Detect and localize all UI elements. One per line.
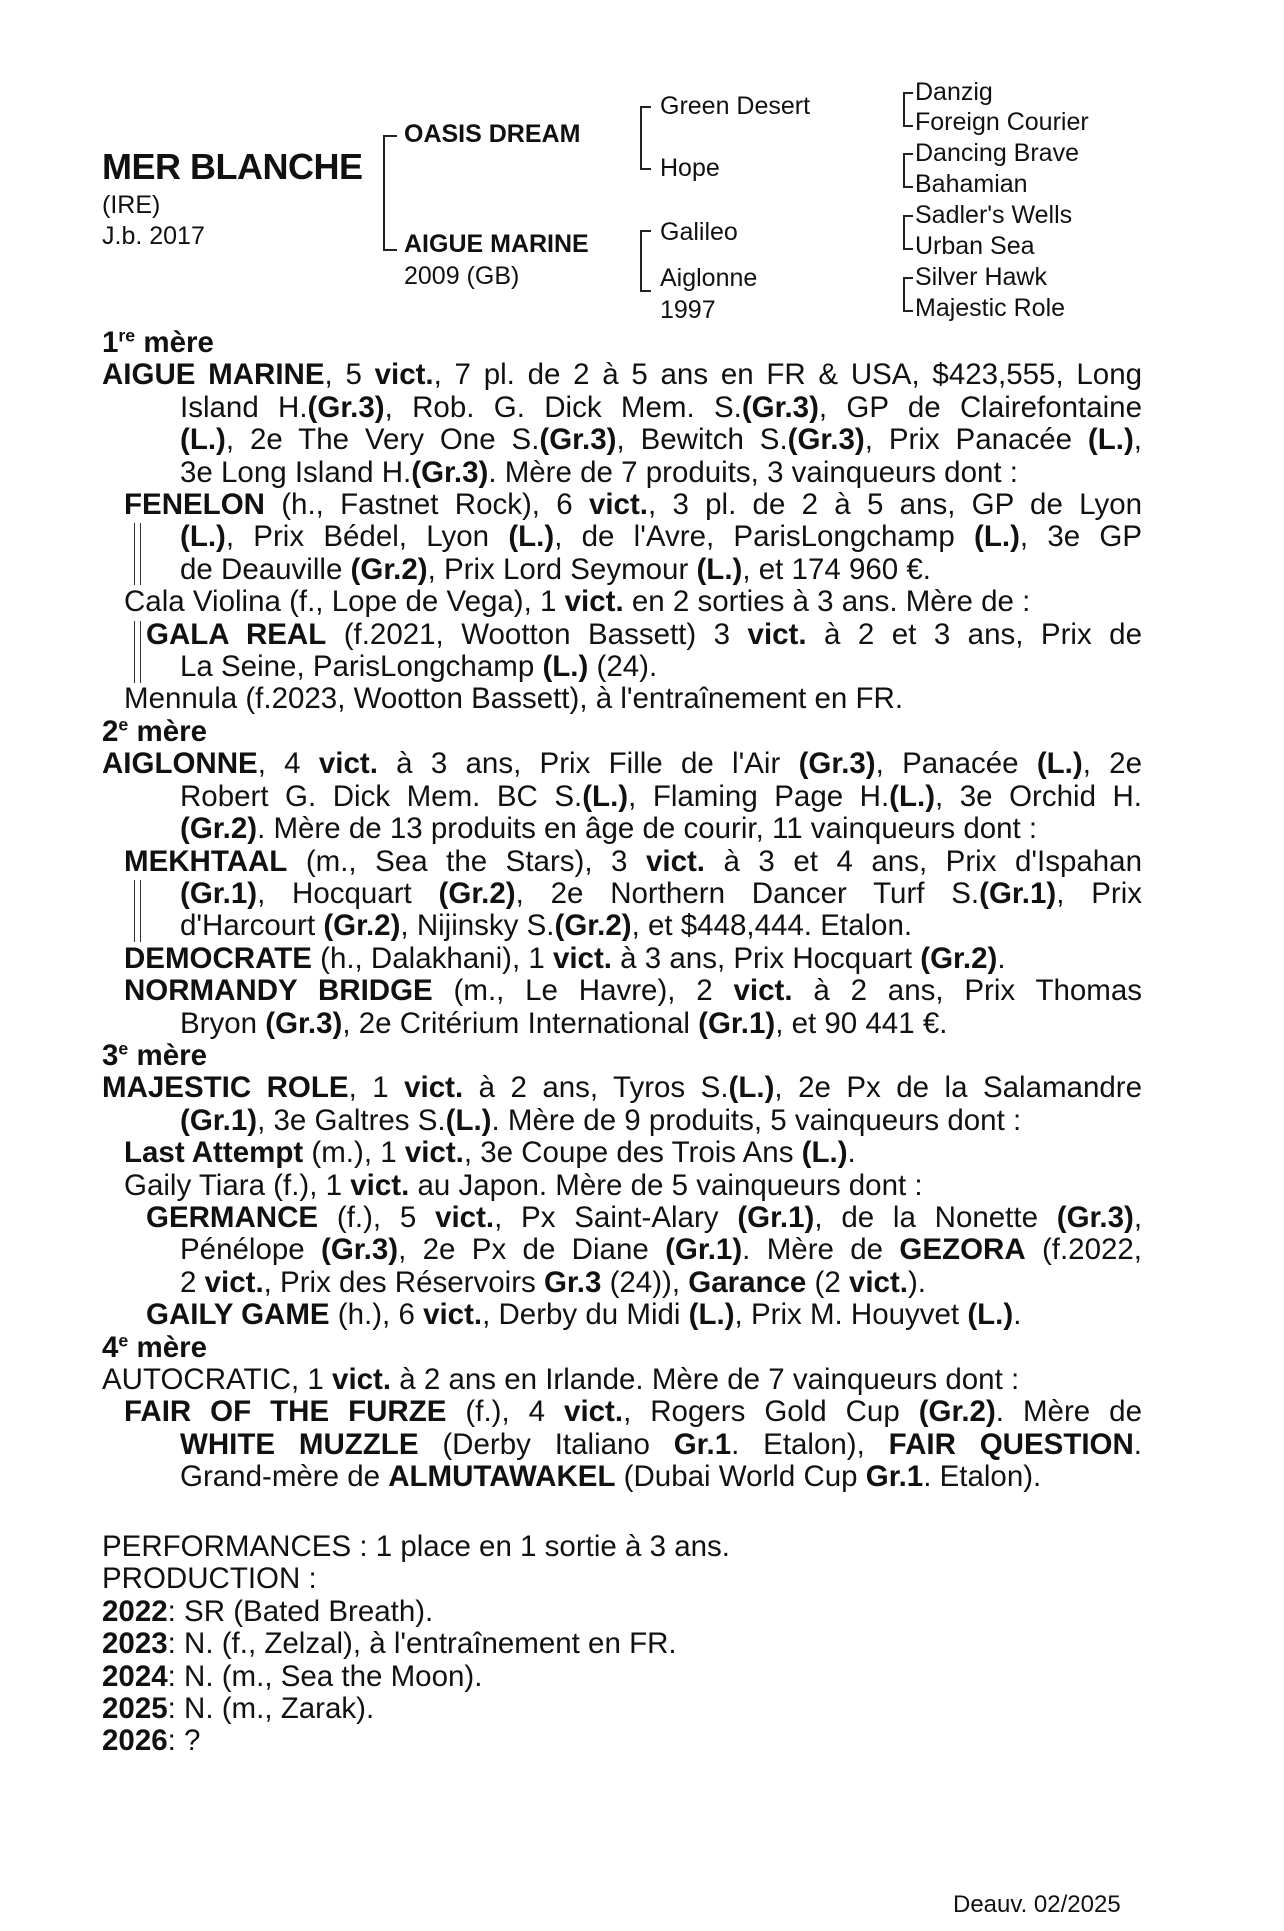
- horse-name: MER BLANCHE: [102, 146, 363, 187]
- performances-text: PERFORMANCES : 1 place en 1 sortie à 3 ans.: [102, 1530, 730, 1563]
- sire-sire: Green Desert: [660, 92, 811, 120]
- sire-dam: Hope: [660, 154, 720, 182]
- entry-mekhtaal: MEKHTAAL (m., Sea the Stars), 3 vict. à 3 et 4 ans, Prix d'Ispahan: [124, 844, 1142, 878]
- entry-aiglonne: AIGLONNE, 4 vict. à 3 ans, Prix Fille de l'Air (Gr.3), Panacée (L.), 2e: [102, 747, 1142, 781]
- production-row: 2024: N. (m., Sea the Moon).: [102, 1659, 483, 1693]
- gg-7: Silver Hawk: [915, 263, 1047, 291]
- horse-origin: (IRE): [102, 191, 161, 219]
- entry-autocratic: AUTOCRATIC, 1 vict. à 2 ans en Irlande. Mère de 7 vainqueurs dont :: [102, 1363, 1020, 1396]
- gg-1: Danzig: [915, 78, 993, 106]
- section-title-4: 4e mère: [102, 1329, 207, 1364]
- footer-reference: Deauv. 02/2025: [953, 1891, 1121, 1918]
- text-line: (L.), Prix Bédel, Lyon (L.), de l'Avre, ParisLongchamp (L.), 3e GP: [102, 521, 1142, 553]
- gg-6: Urban Sea: [915, 232, 1035, 260]
- entry-gaily-tiara: Gaily Tiara (f.), 1 vict. au Japon. Mère de 5 vainqueurs dont :: [124, 1168, 923, 1202]
- text-line: (Gr.2). Mère de 13 produits en âge de courir, 11 vainqueurs dont :: [180, 812, 1038, 846]
- sire-bracket: [640, 106, 651, 170]
- text-line: Island H.(Gr.3), Rob. G. Dick Mem. S.(Gr.3), GP de Clairefontaine: [180, 390, 1142, 424]
- horse-info: J.b. 2017: [102, 222, 205, 250]
- text-line: 2 vict., Prix des Réservoirs Gr.3 (24)), Garance (2 vict.).: [180, 1265, 927, 1299]
- dam-sire: Galileo: [660, 218, 738, 246]
- text-line: Bryon (Gr.3), 2e Critérium International (Gr.1), et 90 441 €.: [180, 1006, 948, 1040]
- entry-majestic-role: MAJESTIC ROLE, 1 vict. à 2 ans, Tyros S.(L.), 2e Px de la Salamandre: [102, 1071, 1143, 1105]
- gg-5: Sadler's Wells: [915, 201, 1073, 229]
- text-line: d'Harcourt (Gr.2), Nijinsky S.(Gr.2), et $448,444. Etalon.: [180, 909, 913, 943]
- text-line: WHITE MUZZLE (Derby Italiano Gr.1. Etalon), FAIR QUESTION.: [180, 1427, 1142, 1461]
- production-label: PRODUCTION :: [102, 1562, 317, 1596]
- entry-last-attempt: Last Attempt (m.), 1 vict., 3e Coupe des Trois Ans (L.).: [124, 1136, 856, 1170]
- entry-gaily-game: GAILY GAME (h.), 6 vict., Derby du Midi (L.), Prix M. Houyvet (L.).: [146, 1298, 1022, 1332]
- production-row: 2026: ?: [102, 1724, 201, 1758]
- dam-line-body: [102, 327, 1142, 1494]
- gg-4: Bahamian: [915, 170, 1028, 198]
- entry-gala-real: GALA REAL (f.2021, Wootton Bassett) 3 vict. à 2 et 3 ans, Prix de: [102, 619, 1142, 651]
- text-line: Grand-mère de ALMUTAWAKEL (Dubai World Cup Gr.1. Etalon).: [180, 1460, 1042, 1494]
- pedigree-bracket: [383, 135, 397, 251]
- gg-bracket-1: [903, 92, 913, 127]
- dam-name: AIGUE MARINE: [404, 230, 589, 258]
- entry-mennula: Mennula (f.2023, Wootton Bassett), à l'entraînement en FR.: [124, 682, 904, 716]
- text-line: Pénélope (Gr.3), 2e Px de Diane (Gr.1). Mère de GEZORA (f.2022,: [180, 1233, 1143, 1267]
- dam-dam: Aiglonne: [660, 264, 758, 292]
- entry-normandy-bridge: NORMANDY BRIDGE (m., Le Havre), 2 vict. à 2 ans, Prix Thomas: [124, 974, 1143, 1008]
- text-line: (Gr.1), 3e Galtres S.(L.). Mère de 9 produits, 5 vainqueurs dont :: [180, 1103, 1022, 1137]
- section-title-2: 2e mère: [102, 714, 207, 748]
- gg-bracket-3: [903, 215, 913, 250]
- entry-cala-violina: Cala Violina (f., Lope de Vega), 1 vict. en 2 sorties à 3 ans. Mère de :: [124, 585, 1031, 619]
- gg-8: Majestic Role: [915, 294, 1066, 322]
- dam-dam-year: 1997: [660, 296, 716, 324]
- production-row: 2023: N. (f., Zelzal), à l'entraînement en FR.: [102, 1627, 677, 1661]
- dam-bracket: [640, 230, 651, 292]
- text-line: (Gr.1), Hocquart (Gr.2), 2e Northern Dancer Turf S.(Gr.1), Prix: [102, 878, 1142, 910]
- entry-fenelon: FENELON (h., Fastnet Rock), 6 vict., 3 pl. de 2 à 5 ans, GP de Lyon: [124, 488, 1143, 522]
- section-title-1: 1re mère: [102, 325, 214, 359]
- text-line: La Seine, ParisLongchamp (L.) (24).: [180, 650, 658, 684]
- gg-2: Foreign Courier: [915, 108, 1089, 136]
- text-line: Robert G. Dick Mem. BC S.(L.), Flaming Page H.(L.), 3e Orchid H.: [180, 779, 1142, 813]
- entry-aigue-marine: AIGUE MARINE, 5 vict., 7 pl. de 2 à 5 ans en FR & USA, $423,555, Long: [102, 358, 1143, 392]
- text-line: (L.), 2e The Very One S.(Gr.3), Bewitch S.(Gr.3), Prix Panacée (L.),: [180, 423, 1142, 457]
- entry-democrate: DEMOCRATE (h., Dalakhani), 1 vict. à 3 ans, Prix Hocquart (Gr.2).: [124, 941, 1006, 975]
- gg-bracket-2: [903, 153, 913, 188]
- text-line: de Deauville (Gr.2), Prix Lord Seymour (L.), et 174 960 €.: [180, 552, 931, 586]
- production-row: 2022: SR (Bated Breath).: [102, 1594, 434, 1628]
- section-title-3: 3e mère: [102, 1038, 207, 1072]
- production-row: 2025: N. (m., Zarak).: [102, 1692, 375, 1726]
- gg-bracket-4: [903, 277, 913, 312]
- dam-info: 2009 (GB): [404, 262, 520, 290]
- performances-block: [102, 1531, 1142, 1758]
- text-line: 3e Long Island H.(Gr.3). Mère de 7 produits, 3 vainqueurs dont :: [180, 455, 1018, 489]
- entry-germance: GERMANCE (f.), 5 vict., Px Saint-Alary (Gr.1), de la Nonette (Gr.3),: [146, 1200, 1143, 1234]
- entry-fair-of-the-furze: FAIR OF THE FURZE (f.), 4 vict., Rogers Gold Cup (Gr.2). Mère de: [124, 1395, 1142, 1429]
- sire-name: OASIS DREAM: [404, 120, 581, 148]
- gg-3: Dancing Brave: [915, 139, 1079, 167]
